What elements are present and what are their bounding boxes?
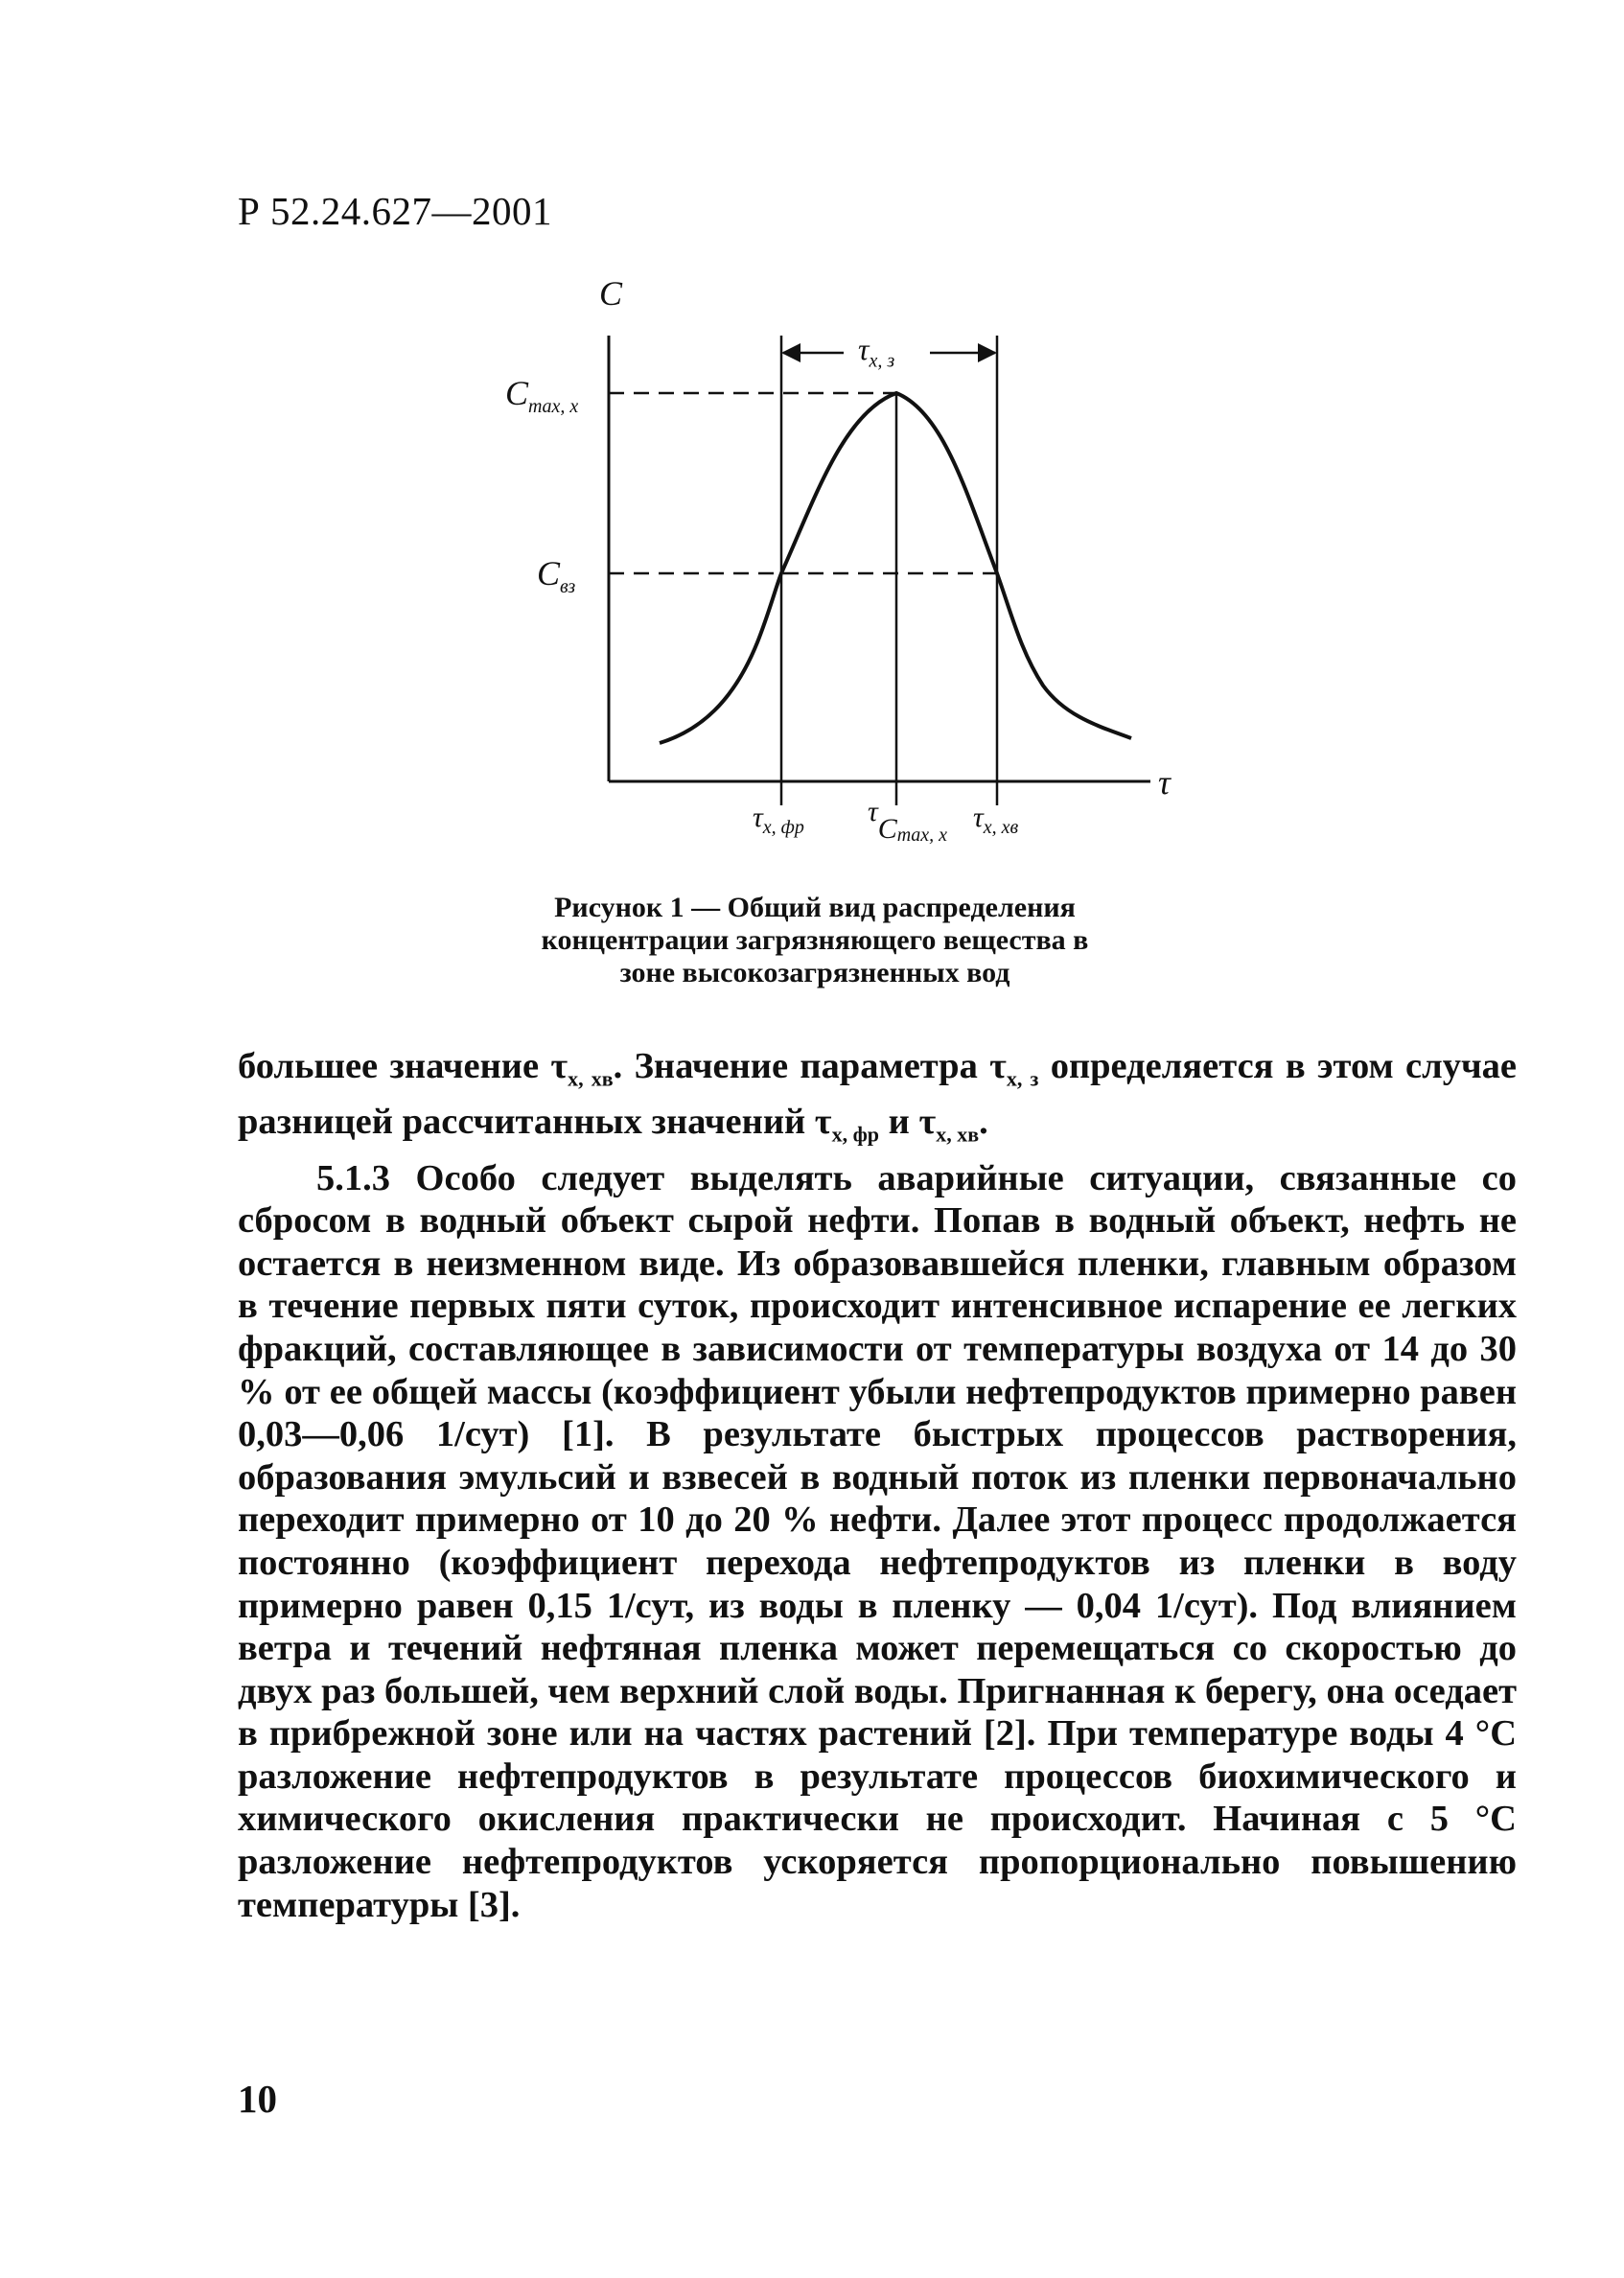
p1-sub-3: x, фр: [831, 1122, 880, 1147]
p1-sub-1: x, хв: [568, 1066, 614, 1091]
p1-text-e: .: [979, 1102, 988, 1143]
tau-hv-label-main: τ: [973, 802, 984, 833]
tau-hv-label-sub: x, хв: [983, 817, 1019, 838]
tau-fr-label: [753, 803, 804, 837]
cmax-label: [505, 376, 578, 416]
axis-x-label: τ: [1158, 763, 1171, 802]
body-text: [238, 1045, 1517, 1926]
tau-fr-label-sub: x, фр: [762, 817, 804, 838]
p1-sub-2: x, з: [1006, 1066, 1039, 1091]
p1-text-b: . Значение параметра τ: [613, 1046, 1007, 1086]
p1-sub-4: x, хв: [936, 1122, 980, 1147]
tau-cmax-label-c: C: [877, 813, 897, 845]
figure-concentration-distribution: [460, 259, 1246, 872]
cvz-label: [537, 556, 575, 596]
caption-line-3: зоне высокозагрязненных вод: [619, 957, 1010, 988]
caption-line-1: Рисунок 1 — Общий вид распределения: [554, 892, 1076, 923]
figure-caption: [383, 892, 1246, 989]
caption-line-2: концентрации загрязняющего вещества в: [541, 924, 1089, 956]
tau-cmax-label-sub: max, x: [896, 825, 947, 846]
cmax-label-main: C: [505, 374, 529, 412]
tau-z-label-sub: x, з: [869, 350, 895, 372]
tau-hv-label: [973, 803, 1018, 837]
p1-text-c: определяется в этом случае разницей рассчитанных значений τ: [238, 1046, 1517, 1143]
page-number: 10: [238, 2077, 277, 2121]
cmax-label-sub: max, x: [528, 396, 579, 418]
cvz-label-sub: вз: [560, 576, 576, 598]
tau-fr-label-main: τ: [753, 802, 763, 833]
axis-y-label: C: [599, 274, 623, 313]
tau-cmax-label-main: τ: [868, 796, 878, 827]
p1-text-d: и τ: [879, 1102, 937, 1143]
p1-text-a: большее значение τ: [238, 1046, 568, 1086]
concentration-curve-diagram: [460, 259, 1246, 872]
document-id: Р 52.24.627—2001: [238, 189, 553, 233]
tau-z-label-main: τ: [858, 332, 870, 366]
tau-cmax-label: [868, 796, 947, 846]
tau-z-label: [858, 334, 894, 370]
cvz-label-main: C: [537, 554, 561, 593]
paragraph-continuation: [238, 1045, 1517, 1157]
paragraph-5-1-3: 5.1.3 Особо следует выделять аварийные ситуации, связанные со сбросом в водный объект сырой нефти. Попав в водный объект, нефть не остается в неизменном виде. Из образовавшейся пленки, главным образом в течение первых пяти суток, происходит интенсивное испарение ее легких фракций, составляющее в зависимости от температуры воздуха от 14 до 30 % от ее общей массы (коэффициент убыли нефтепродуктов примерно равен 0,03—0,06 1/сут) [1]. В результате быстрых процессов растворения, образования эмульсий и взвесей в водный поток из пленки первоначально переходит примерно от 10 до 20 % нефти. Далее этот процесс продолжается постоянно (коэффициент перехода нефтепродуктов из пленки в воду примерно равен 0,15 1/сут, из воды в пленку — 0,04 1/сут). Под влиянием ветра и течений нефтяная пленка может перемещаться со скоростью до двух раз большей, чем верхний слой воды. Пригнанная к берегу, она оседает в прибрежной зоне или на частях растений [2]. При температуре воды 4 °С разложение нефтепродуктов в результате процессов биохимического и химического окисления практически не происходит. Начиная с 5 °С разложение нефтепродуктов ускоряется пропорционально повышению температуры [3].: [238, 1157, 1517, 1925]
